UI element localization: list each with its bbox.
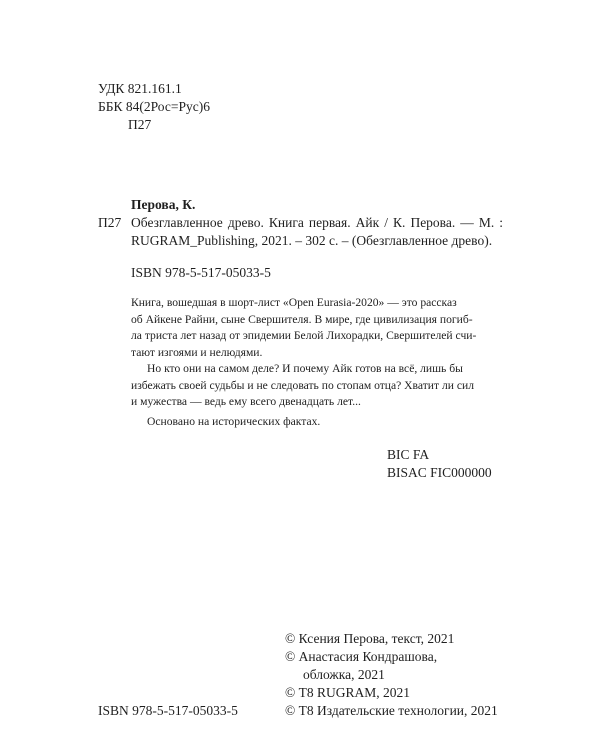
bic-code: BIC FA <box>387 447 430 462</box>
copyright-line: © Т8 RUGRAM, 2021 <box>285 685 411 700</box>
annotation-p2-line: и мужества — ведь ему всего двенадцать лет... <box>131 395 361 408</box>
annotation-p2-line: избежать своей судьбы и не следовать по стопам отца? Хватит ли сил <box>131 378 474 392</box>
copyright-line: обложка, 2021 <box>303 667 385 682</box>
author-heading: Перова, К. <box>131 197 196 212</box>
author-mark: П27 <box>128 117 152 132</box>
annotation-p1-line: ла триста лет назад от эпидемии Белой Лихорадки, Свершителей счи- <box>131 329 477 342</box>
bibliography-line-1: Обезглавленное древо. Книга первая. Айк / К. Перова. — М. : <box>131 215 503 230</box>
copyright-block <box>285 630 498 720</box>
annotation-p3: Основано на исторических фактах. <box>147 415 321 428</box>
isbn-line: ISBN 978-5-517-05033-5 <box>131 265 271 280</box>
bbk-code: ББК 84(2Рос=Рус)6 <box>98 99 210 114</box>
copyright-line: © Т8 Издательские технологии, 2021 <box>285 703 498 718</box>
bibliography-author-mark: П27 <box>98 215 122 230</box>
annotation-p2-line: Но кто они на самом деле? И почему Айк готов на всё, лишь бы <box>147 362 463 375</box>
annotation-p1-line: Книга, вошедшая в шорт-лист «Open Eurasia-2020» — это рассказ <box>131 296 457 309</box>
classification-block <box>98 80 210 134</box>
footer-isbn: ISBN 978-5-517-05033-5 <box>98 703 238 718</box>
subject-codes <box>387 446 492 482</box>
copyright-line: © Ксения Перова, текст, 2021 <box>285 631 455 646</box>
annotation-p1-line: тают изгоями и нелюдями. <box>131 345 263 359</box>
annotation <box>131 295 503 411</box>
copyright-line: © Анастасия Кондрашова, <box>285 649 438 664</box>
bibliography-line-2: RUGRAM_Publishing, 2021. – 302 с. – (Обезглавленное древо). <box>131 233 493 248</box>
udk-code: УДК 821.161.1 <box>98 81 182 96</box>
annotation-p1-line: об Айкене Райни, сыне Свершителя. В мире, где цивилизация погиб- <box>131 312 473 326</box>
bisac-code: BISAC FIC000000 <box>387 465 492 480</box>
